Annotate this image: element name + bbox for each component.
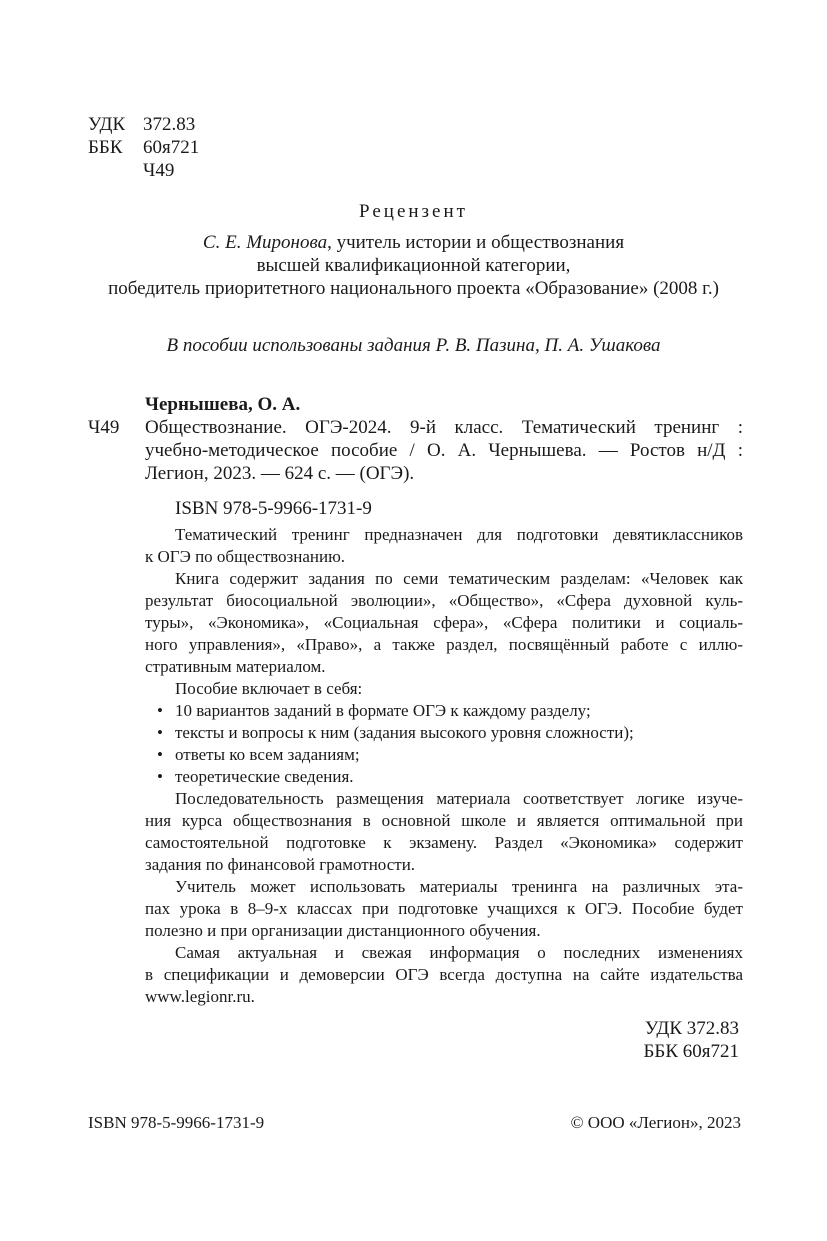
bullet-icon: • <box>157 767 163 786</box>
annotation-line: стративным материалом. <box>145 657 326 676</box>
tasks-note: В пособии использованы задания Р. В. Пазина, П. А. Ушакова <box>166 335 661 356</box>
bbk-value: 60я721 <box>143 137 200 158</box>
card-description <box>145 416 743 485</box>
bullet-icon: • <box>157 723 163 742</box>
bullet-icon: • <box>157 701 163 720</box>
classification-codes <box>88 113 288 188</box>
reviewer-heading: Рецензент <box>359 201 468 222</box>
footer-copyright: © ООО «Легион», 2023 <box>570 1113 741 1132</box>
card-line-2: учебно-методическое пособие / О. А. Чернышева. — Ростов н/Д : <box>145 440 743 461</box>
author-mark: Ч49 <box>143 160 175 181</box>
annotation-line: самостоятельной подготовке к экзамену. Раздел «Экономика» содержит <box>145 833 743 852</box>
annotation-paragraph-1 <box>145 524 743 568</box>
footer-isbn: ISBN 978-5-9966-1731-9 <box>88 1113 265 1132</box>
annotation-line: к ОГЭ по обществознанию. <box>145 547 346 566</box>
list-item: • теоретические сведения. <box>145 766 743 788</box>
bbk-bottom: ББК 60я721 <box>643 1041 739 1062</box>
annotation-line: Тематический тренинг предназначен для подготовки девятиклассников <box>175 525 743 544</box>
card-isbn: ISBN 978-5-9966-1731-9 <box>175 498 372 519</box>
annotation-line: Последовательность размещения материала соответствует логике изуче- <box>175 789 743 808</box>
udk-bottom: УДК 372.83 <box>644 1018 739 1039</box>
annotation-paragraph-3 <box>145 678 743 700</box>
annotation-paragraph-6 <box>145 942 743 1008</box>
annotation-line: результат биосоциальной эволюции», «Общество», «Сфера духовной куль- <box>145 591 743 610</box>
reviewer-position: , учитель истории и обществознания <box>327 232 625 253</box>
reviewer-line-2: высшей квалификационной категории, <box>256 255 571 276</box>
bbk-label: ББК <box>88 137 123 158</box>
annotation-line: ния курса обществознания в основной школе и является оптимальной при <box>145 811 743 830</box>
annotation-line: Самая актуальная и свежая информация о последних изменениях <box>175 943 743 962</box>
card-mark: Ч49 <box>88 417 120 438</box>
annotation-line: www.legionr.ru. <box>145 987 255 1006</box>
annotation-paragraph-5 <box>145 876 743 942</box>
annotation-bullet-list <box>145 700 743 788</box>
list-item: • 10 вариантов заданий в формате ОГЭ к каждому разделу; <box>145 700 743 722</box>
annotation-line: задания по финансовой грамотности. <box>145 855 416 874</box>
annotation-line: в спецификации и демоверсии ОГЭ всегда доступна на сайте издательства <box>145 965 743 984</box>
reviewer-name: С. Е. Миронова <box>202 232 328 253</box>
annotation-line: пах урока в 8–9-х классах при подготовке учащихся к ОГЭ. Пособие будет <box>145 899 743 918</box>
bullet-icon: • <box>157 745 163 764</box>
reviewer-line-1 <box>90 231 737 254</box>
udk-value: 372.83 <box>143 114 196 135</box>
list-item: • ответы ко всем заданиям; <box>145 744 743 766</box>
annotation-line: Учитель может использовать материалы тренинга на различных эта- <box>175 877 743 896</box>
annotation-line: ного управления», «Право», а также раздел, посвящённый работе с иллю- <box>145 635 743 654</box>
annotation-line: Книга содержит задания по семи тематическим разделам: «Человек как <box>175 569 743 588</box>
annotation-line: туры», «Экономика», «Социальная сфера», «Сфера политики и социаль- <box>145 613 743 632</box>
annotation-paragraph-2 <box>145 568 743 678</box>
annotation-line: полезно и при организации дистанционного обучения. <box>145 921 541 940</box>
card-line-1: Обществознание. ОГЭ-2024. 9-й класс. Тематический тренинг : <box>145 417 743 438</box>
udk-label: УДК <box>88 114 126 135</box>
list-item: • тексты и вопросы к ним (задания высокого уровня сложности); <box>145 722 743 744</box>
card-line-3: Легион, 2023. — 624 с. — (ОГЭ). <box>145 463 415 484</box>
annotation-line: Пособие включает в себя: <box>175 679 363 698</box>
annotation <box>145 524 743 1008</box>
annotation-paragraph-4 <box>145 788 743 876</box>
card-author: Чернышева, О. А. <box>145 394 301 415</box>
reviewer-line-3: победитель приоритетного национального проекта «Образование» (2008 г.) <box>108 278 719 299</box>
